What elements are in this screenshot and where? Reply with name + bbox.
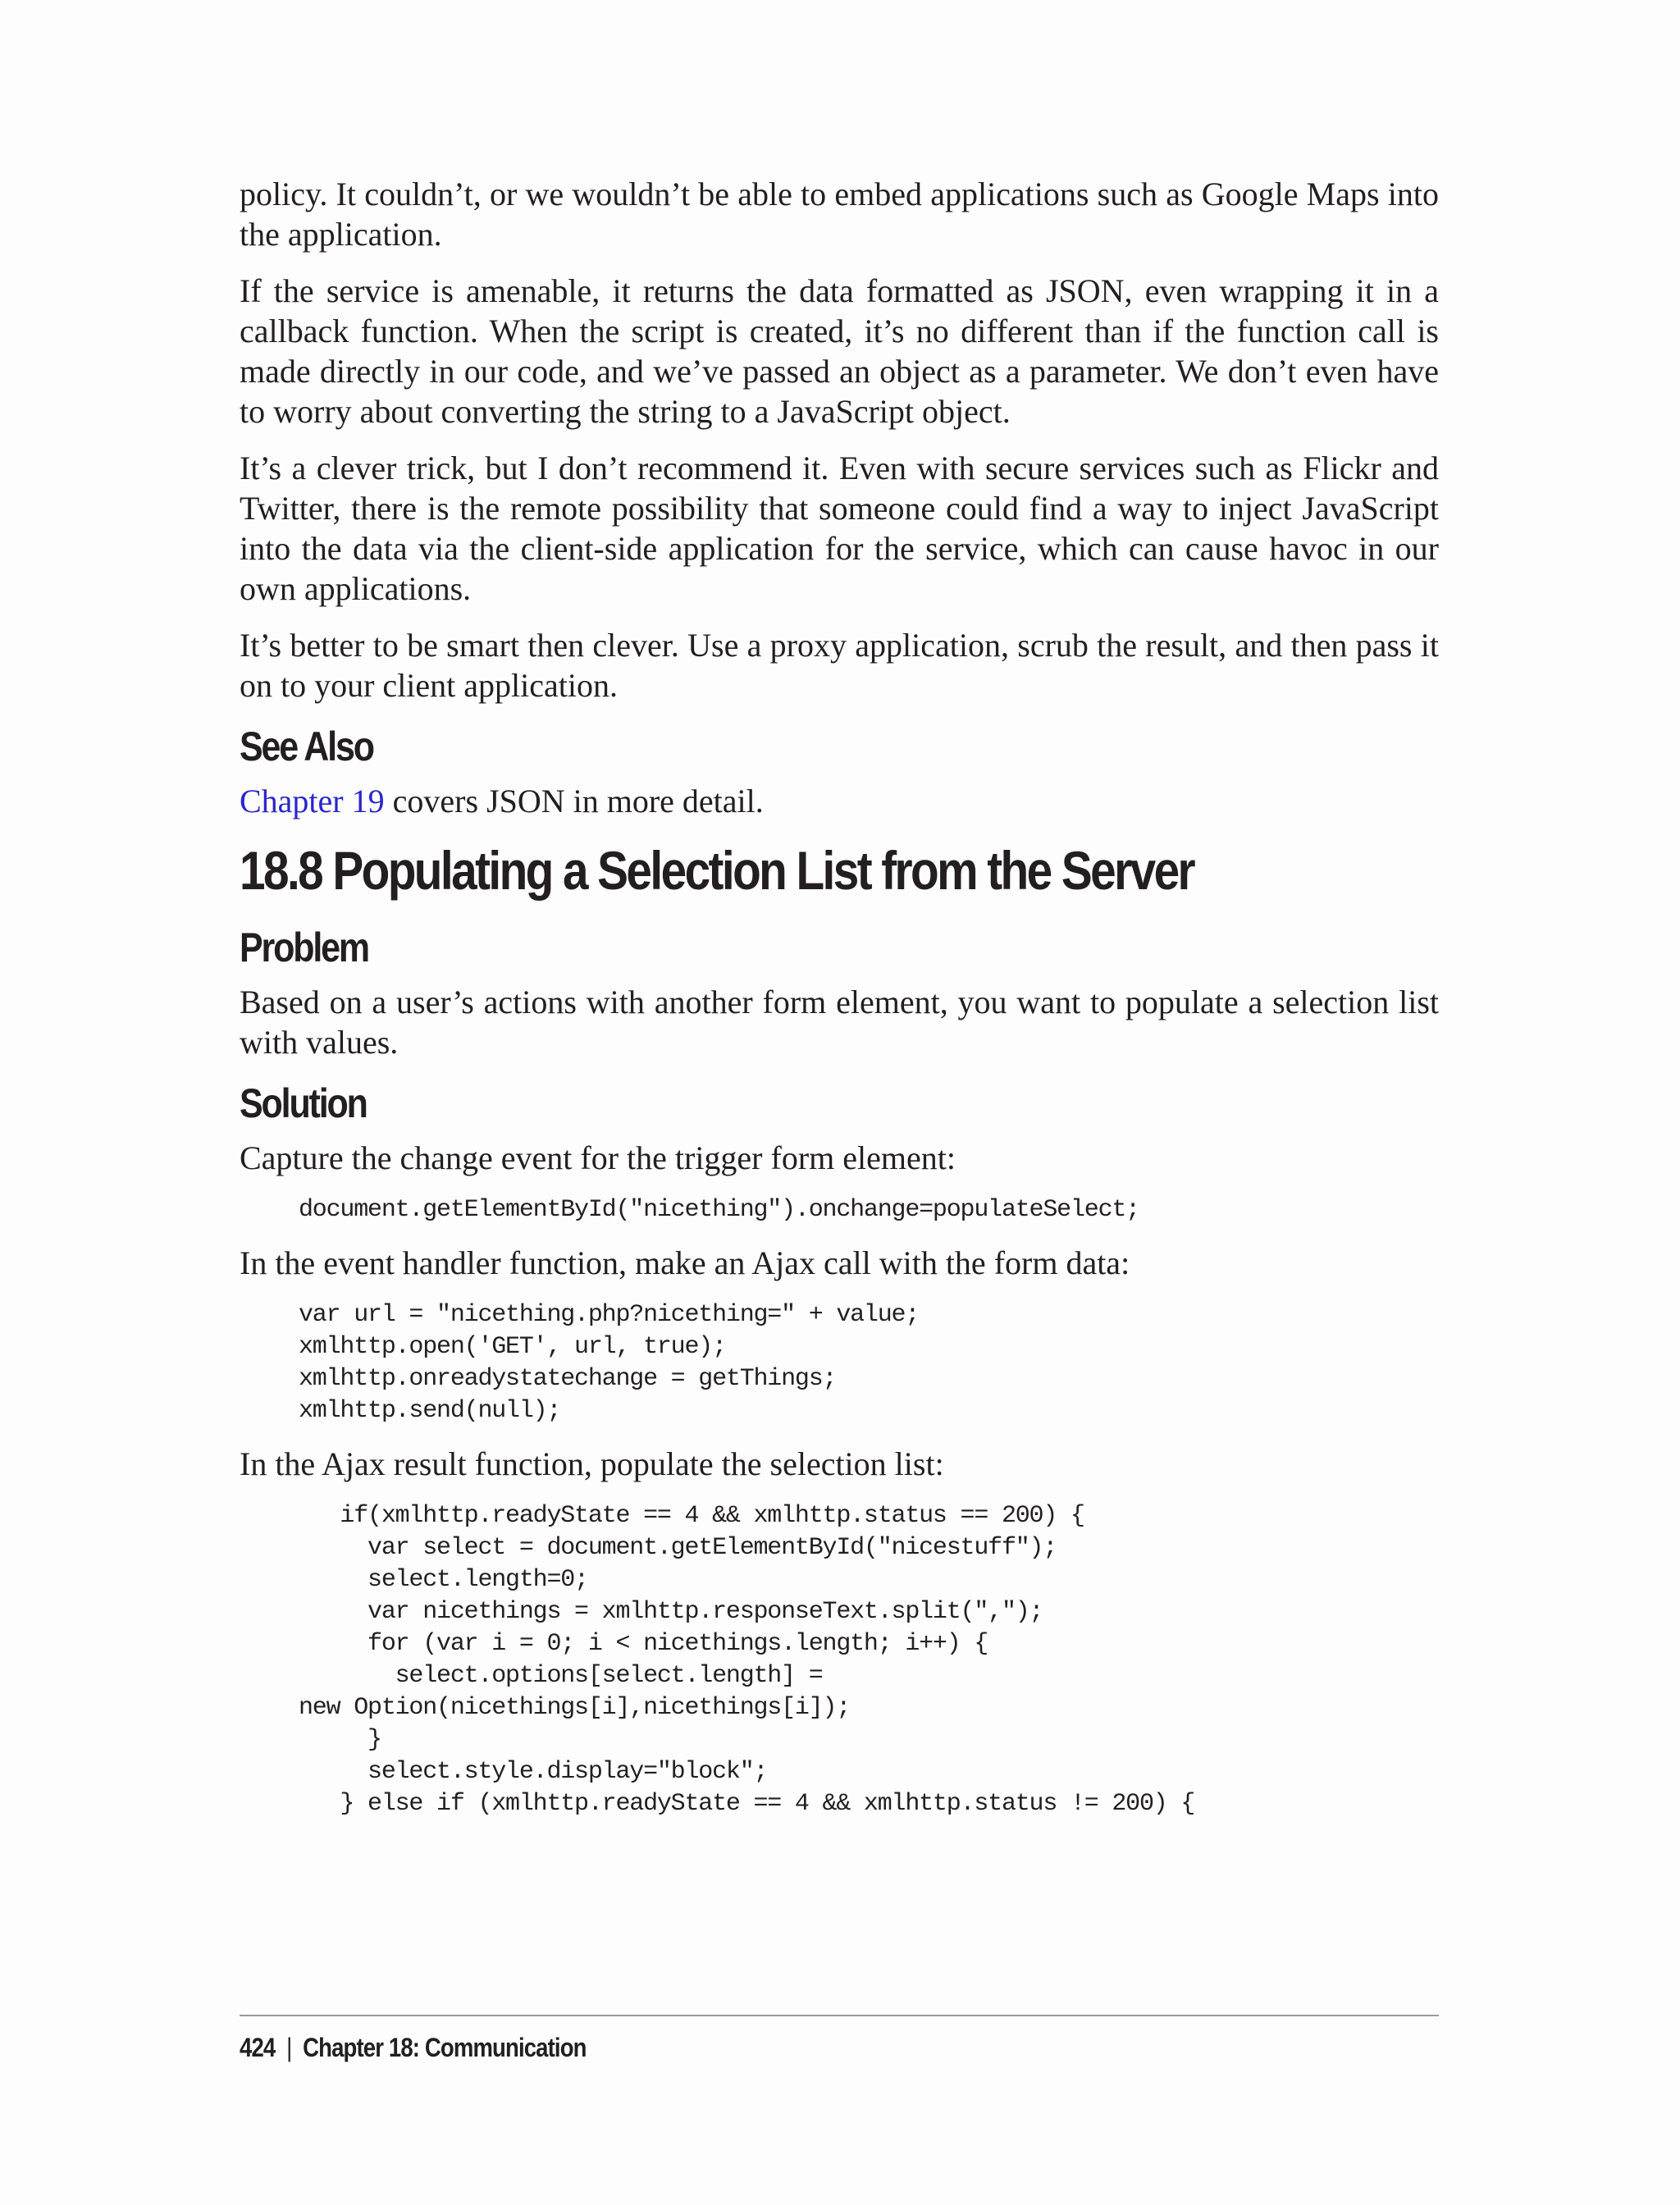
see-also-heading: See Also: [240, 724, 373, 769]
page-content: [240, 174, 1439, 1837]
footer-chapter: Chapter 18: Communication: [303, 2033, 587, 2062]
solution-heading: Solution: [240, 1080, 367, 1126]
chapter-19-link[interactable]: Chapter 19: [240, 783, 385, 819]
section-title: 18.8 Populating a Selection List from the Server: [240, 840, 1194, 901]
paragraph-smart-proxy: It’s better to be smart then clever. Use a proxy application, scrub the result, and then pass it on to your client application.: [240, 627, 1439, 704]
page-footer: [240, 2015, 1439, 2063]
solution-intro-result: In the Ajax result function, populate the selection list:: [240, 1445, 944, 1482]
code-block-onchange: document.getElementById("nicething").onchange=populateSelect;: [299, 1196, 1139, 1224]
see-also-rest: covers JSON in more detail.: [384, 783, 764, 819]
solution-intro-ajax-call: In the event handler function, make an Ajax call with the form data:: [240, 1244, 1130, 1281]
footer-rule: [240, 2015, 1439, 2016]
paragraph-clever-trick: It’s a clever trick, but I don’t recommend it. Even with secure services such as Flickr and Twitter, there is the remote possibility that someone could find a way to inject JavaScript into the data via the client-side application for the service, which can cause havoc in our own applications.: [240, 450, 1439, 607]
problem-heading: Problem: [240, 924, 369, 970]
code-block-populate-list: if(xmlhttp.readyState == 4 && xmlhttp.status == 200) { var select = document.getElementById("nicestuff"); select.length=0; var nicethings = xmlhttp.responseText.split(","); for (var i = 0; i < nicethings.length; i++) { select.options[select.length] = new Option(nicethings[i],nicethings[i]); } select.style.display="block"; } else if (xmlhttp.readyState == 4 && xmlhttp.status != 200) {: [299, 1502, 1195, 1818]
paragraph-service-json: If the service is amenable, it returns the data formatted as JSON, even wrapping it in a callback function. When the script is created, it’s no different than if the function call is made directly in our code, and we’ve passed an object as a parameter. We don’t even have to worry about converting the string to a JavaScript object.: [240, 272, 1439, 430]
code-block-ajax-call: var url = "nicething.php?nicething=" + value; xmlhttp.open('GET', url, true); xmlhttp.onreadystatechange = getThings; xmlhttp.send(null);: [299, 1301, 920, 1425]
see-also-paragraph: [240, 781, 1439, 821]
footer-separator: |: [286, 2033, 292, 2062]
paragraph-policy: policy. It couldn’t, or we wouldn’t be able to embed applications such as Google Maps into the application.: [240, 176, 1439, 253]
page-number: 424: [240, 2033, 276, 2062]
problem-paragraph: Based on a user’s actions with another form element, you want to populate a selection list with values.: [240, 984, 1439, 1061]
solution-intro-capture: Capture the change event for the trigger form element:: [240, 1139, 956, 1176]
footer-text: [240, 2033, 1271, 2063]
